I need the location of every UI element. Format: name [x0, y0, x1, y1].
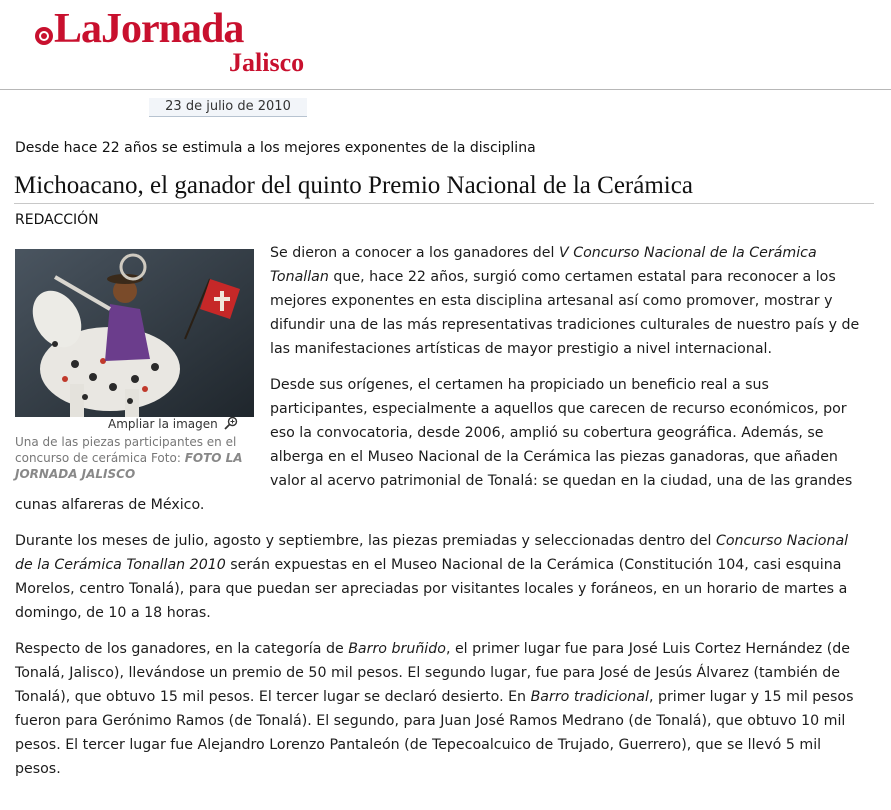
- enlarge-image-label: Ampliar la imagen: [108, 417, 218, 431]
- article-body: [15, 241, 860, 793]
- article-paragraph-1: Se dieron a conocer a los ganadores del V Concurso Nacional de la Cerámica Tonallan que, hace 22 años, surgió como certamen estatal para reconocer a los mejores exponentes en esta disciplina artesanal así como promover, mostrar y difundir una de las más representativas tradiciones culturales de nuestro país y de las manifestaciones artísticas de mayor prestigio a nivel internacional.: [270, 245, 860, 357]
- article-byline: REDACCIÓN: [15, 212, 99, 228]
- photo-float-spacer: [15, 241, 270, 490]
- masthead-edition: Jalisco: [229, 48, 305, 77]
- article-kicker: Desde hace 22 años se estimula a los mejores exponentes de la disciplina: [15, 140, 536, 156]
- article-paragraph-3: Durante los meses de julio, agosto y septiembre, las piezas premiadas y seleccionadas dentro del Concurso Nacional de la Cerámica Tonallan 2010 serán expuestas en el Museo Nacional de la Cerámica (Constitución 104, casi esquina Morelos, centro Tonalá), para que puedan ser apreciadas por visitantes locales y foráneos, en un horario de martes a domingo, de 10 a 18 horas.: [15, 533, 849, 621]
- photo-caption-text: Una de las piezas participantes en el concurso de cerámica Foto:: [15, 435, 237, 465]
- publication-date: 23 de julio de 2010: [149, 98, 307, 117]
- article-paragraph-4: Respecto de los ganadores, en la categoría de Barro bruñido, el primer lugar fue para José Luis Cortez Hernández (de Tonalá, Jalisco), llevándose un premio de 50 mil pesos. El segundo lugar, fue para José de Jesús Álvarez (también de Tonalá), que obtuvo 15 mil pesos. El tercer lugar se declaró desierto. En Barro tradicional, primer lugar y 15 mil pesos fueron para Gerónimo Ramos (de Tonalá). El segundo, para Juan José Ramos Medrano (de Tonalá), que obtuvo 10 mil pesos. El tercer lugar fue Alejandro Lorenzo Pantaleón (de Tepecoalcuico de Trujado, Guerrero), que se llevó 5 mil pesos.: [15, 641, 854, 777]
- masthead-logo[interactable]: [34, 4, 334, 84]
- masthead-name: LaJornada: [54, 6, 244, 52]
- logo-sun-icon: [34, 26, 54, 46]
- article-paragraph-2: Desde sus orígenes, el certamen ha propiciado un beneficio real a sus participantes, especialmente a aquellos que carecen de recurso económicos, por eso la convocatoria, desde 2006, amplió su cobertura geográfica. Además, se alberga en el Museo Nacional de la Cerámica las piezas ganadoras, que añaden valor al acervo patrimonial de Tonalá: se quedan en la ciudad, una de las grandes cunas alfareras de México.: [15, 377, 853, 513]
- photo-credit: FOTO LA JORNADA JALISCO: [15, 451, 243, 481]
- article-headline: Michoacano, el ganador del quinto Premio Nacional de la Cerámica: [14, 170, 874, 204]
- header-divider: [0, 89, 891, 90]
